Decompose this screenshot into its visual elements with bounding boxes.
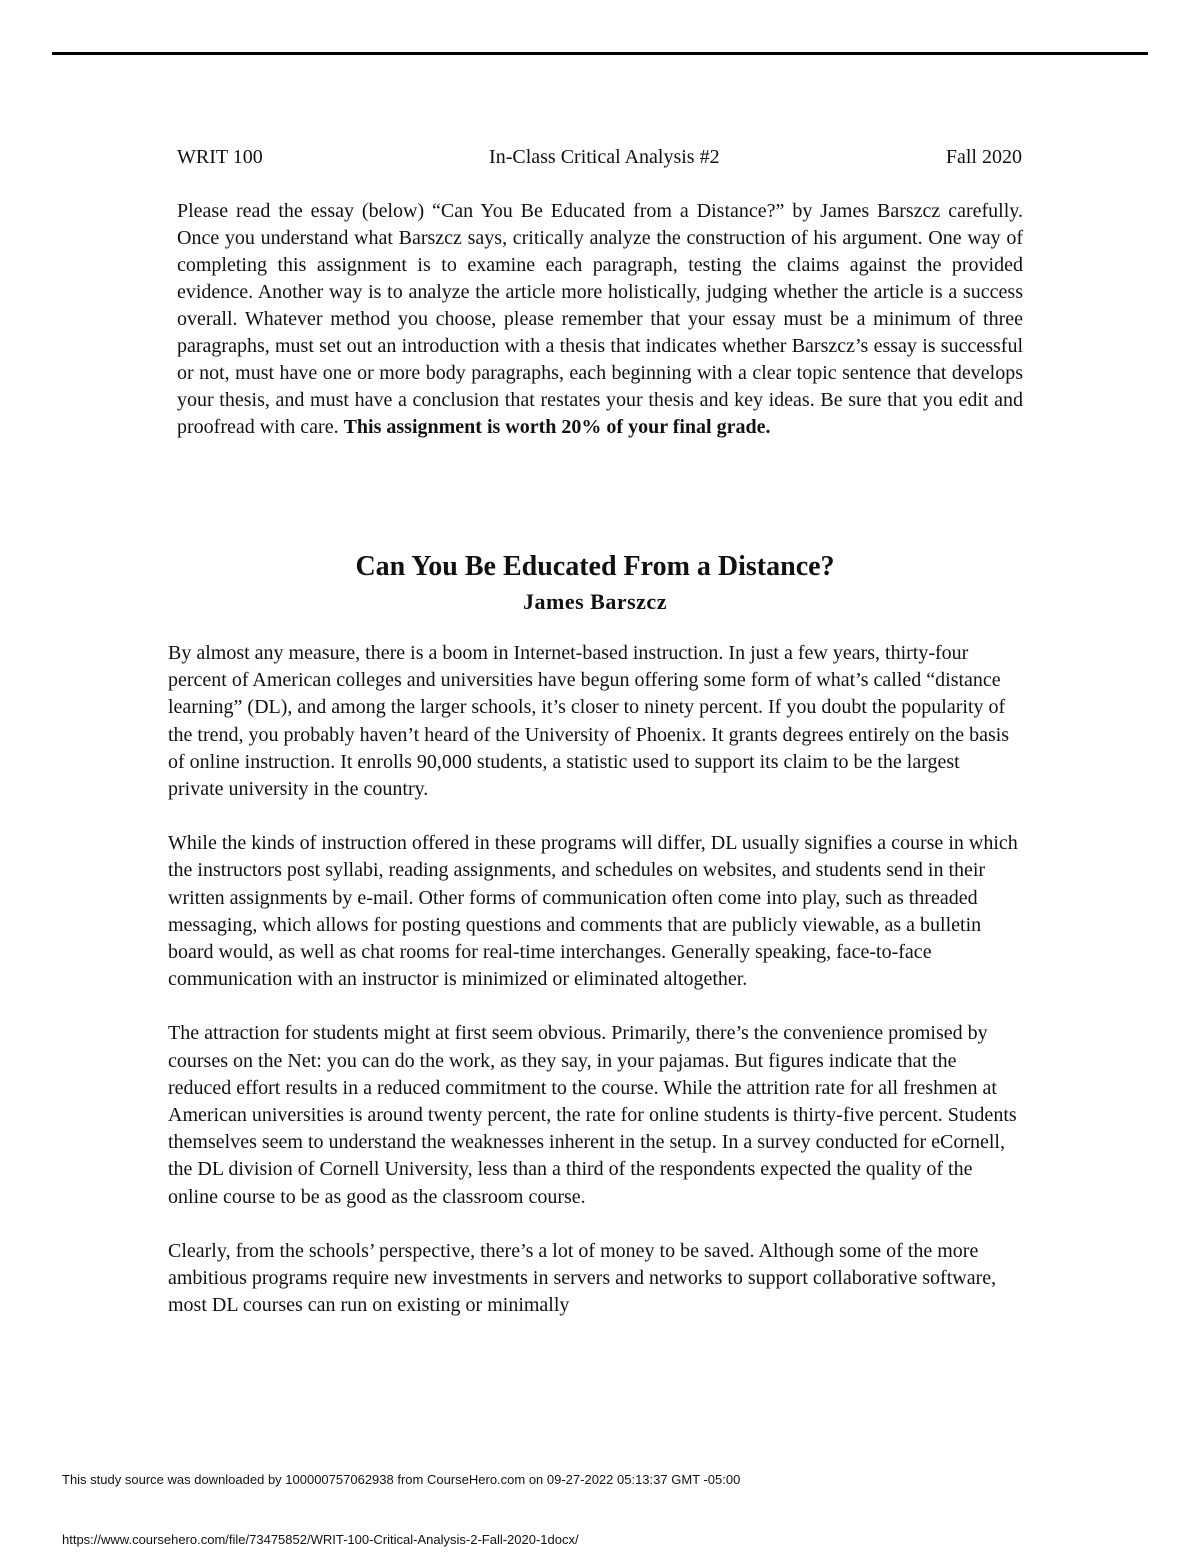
course-code: WRIT 100	[177, 146, 263, 168]
document-header	[177, 144, 1022, 170]
essay-paragraph-2: While the kinds of instruction offered in these programs will differ, DL usually signifies a course in which the instructors post syllabi, reading assignments, and schedules on websites, and students send in their written assignments by e-mail. Other forms of communication often come into play, such as threaded messaging, which allows for posting questions and comments that are publicly viewable, as a bulletin board would, as well as chat rooms for real-time interchanges. Generally speaking, face-to-face communication with an instructor is minimized or eliminated altogether.	[168, 832, 1018, 991]
essay-paragraph-3: The attraction for students might at first seem obvious. Primarily, there’s the convenience promised by courses on the Net: you can do the work, as they say, in your pajamas. But figures indicate that the reduced effort results in a reduced commitment to the course. While the attrition rate for all freshmen at American universities is around twenty percent, the rate for online students is thirty-five percent. Students themselves seem to understand the weaknesses inherent in the setup. In a survey conducted for eCornell, the DL division of Cornell University, less than a third of the respondents expected the quality of the online course to be as good as the classroom course.	[168, 1022, 1017, 1208]
instructions-grade-note: This assignment is worth 20% of your final grade.	[343, 416, 771, 438]
top-horizontal-rule	[52, 52, 1148, 55]
essay-author: James Barszcz	[523, 589, 667, 614]
assignment-instructions	[177, 198, 1023, 441]
download-source-note: This study source was downloaded by 100000757062938 from CourseHero.com on 09-27-2022 05:13:37 GMT -05:00	[62, 1472, 741, 1487]
essay-title: Can You Be Educated From a Distance?	[355, 551, 835, 582]
source-url[interactable]: https://www.coursehero.com/file/73475852/WRIT-100-Critical-Analysis-2-Fall-2020-1docx/	[62, 1532, 579, 1547]
essay-paragraph-4: Clearly, from the schools’ perspective, there’s a lot of money to be saved. Although some of the more ambitious programs require new investments in servers and networks to support collaborative software, most DL courses can run on existing or minimally	[168, 1239, 997, 1317]
essay-body	[168, 640, 1020, 1346]
essay-paragraph-1: By almost any measure, there is a boom in Internet-based instruction. In just a few years, thirty-four percent of American colleges and universities have begun offering some form of what’s called “distance learning” (DL), and among the larger schools, it’s closer to ninety percent. If you doubt the popularity of the trend, you probably haven’t heard of the University of Phoenix. It grants degrees entirely on the basis of online instruction. It enrolls 90,000 students, a statistic used to support its claim to be the largest private university in the country.	[168, 642, 1010, 801]
term: Fall 2020	[945, 146, 1022, 168]
assignment-name: In-Class Critical Analysis #2	[489, 146, 720, 168]
instructions-text: Please read the essay (below) “Can You Be Educated from a Distance?” by James Barszcz carefully. Once you understand what Barszcz says, critically analyze the construction of his argument. One way of completing this assignment is to examine each paragraph, testing the claims against the provided evidence. Another way is to analyze the article more holistically, judging whether the article is a success overall. Whatever method you choose, please remember that your essay must be a minimum of three paragraphs, must set out an introduction with a thesis that indicates whether Barszcz’s essay is successful or not, must have one or more body paragraphs, each beginning with a clear topic sentence that develops your thesis, and must have a conclusion that restates your thesis and key ideas. Be sure that you edit and proofread with care.	[177, 200, 1023, 438]
